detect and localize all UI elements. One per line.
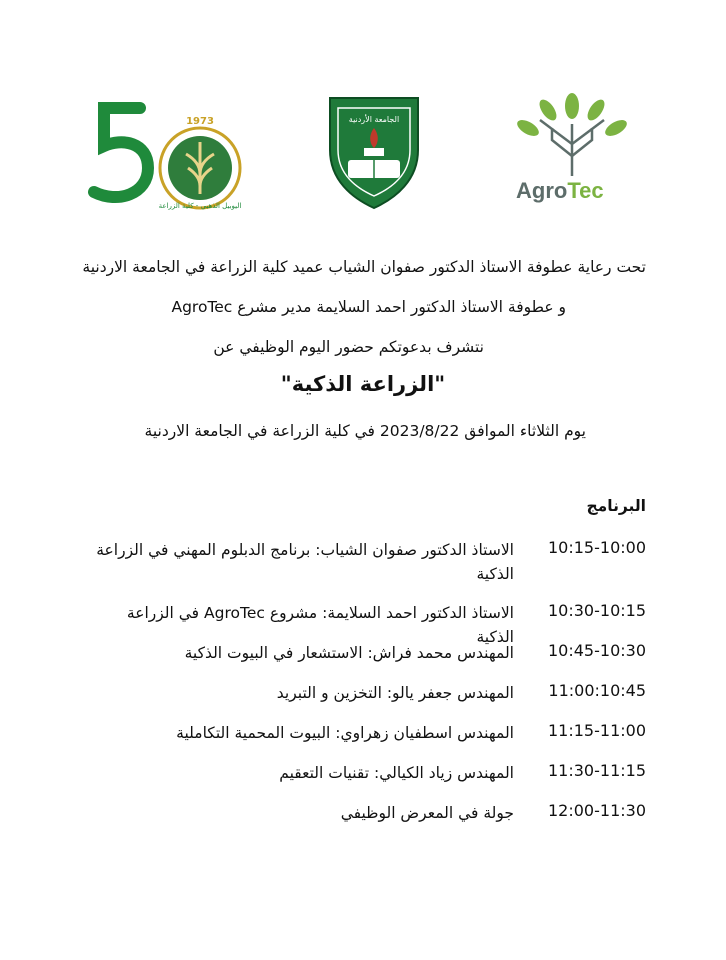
program-row [0,601,726,646]
agrotec-prefix: Agro [516,178,568,203]
program-desc: جولة في المعرض الوظيفي [340,804,514,822]
program-row [0,641,726,681]
program-desc: المهندس اسطفيان زهراوي: البيوت المحمية التكاملية [176,724,514,742]
program-time: 12:00-11:30 [548,801,646,820]
event-date-line: يوم الثلاثاء الموافق 2023/8/22 في كلية الزراعة في الجامعة الاردنية [144,422,586,440]
program-row [0,801,726,841]
logo-arc-text: اليوبيل الذهبي - كلية الزراعة [158,202,242,210]
program-time: 11:30-11:15 [548,761,646,780]
program-time: 10:30-10:15 [548,601,646,620]
program-time: 10:15-10:00 [548,538,646,557]
invitation-line-3: نتشرف بدعوتكم حضور اليوم الوظيفي عن [213,338,484,356]
logo-digit-5 [94,108,148,197]
program-desc: الاستاذ الدكتور احمد السلايمة: مشروع AgroTec في الزراعة الذكية [126,604,514,646]
program-desc: المهندس جعفر يالو: التخزين و التبريد [276,684,514,702]
agrotec-wordmark [516,178,604,203]
program-desc: الاستاذ الدكتور صفوان الشياب: برنامج الدبلوم المهني في الزراعة الذكية [96,541,514,583]
program-row [0,721,726,761]
program-row [0,761,726,801]
logo-year: 1973 [186,116,214,127]
university-of-jordan-emblem [326,92,422,210]
torch-base [364,148,384,156]
program-row [0,538,726,583]
program-time: 11:15-11:00 [548,721,646,740]
program-time: 10:45-10:30 [548,641,646,660]
logos-row [0,80,726,220]
invitation-line-1: تحت رعاية عطوفة الاستاذ الدكتور صفوان الشياب عميد كلية الزراعة في الجامعة الاردنية [82,258,646,276]
invitation-line-2: و عطوفة الاستاذ الدكتور احمد السلايمة مدير مشرع AgroTec [171,298,566,316]
circuit-tree-icon [540,120,604,176]
agrotec-suffix: Tec [567,178,604,203]
event-title: "الزراعة الذكية" [280,372,446,396]
program-row [0,681,726,721]
program-time: 11:00:10:45 [548,681,646,700]
faculty-50-years-logo [82,102,252,212]
agrotec-logo [512,84,632,204]
program-heading: البرنامج [586,497,646,515]
emblem-arc-text: الجامعة الأردنية [348,115,400,124]
program-desc: المهندس محمد فراش: الاستشعار في البيوت الذكية [184,644,514,662]
program-desc: المهندس زياد الكيالي: تقنيات التعقيم [279,764,514,782]
